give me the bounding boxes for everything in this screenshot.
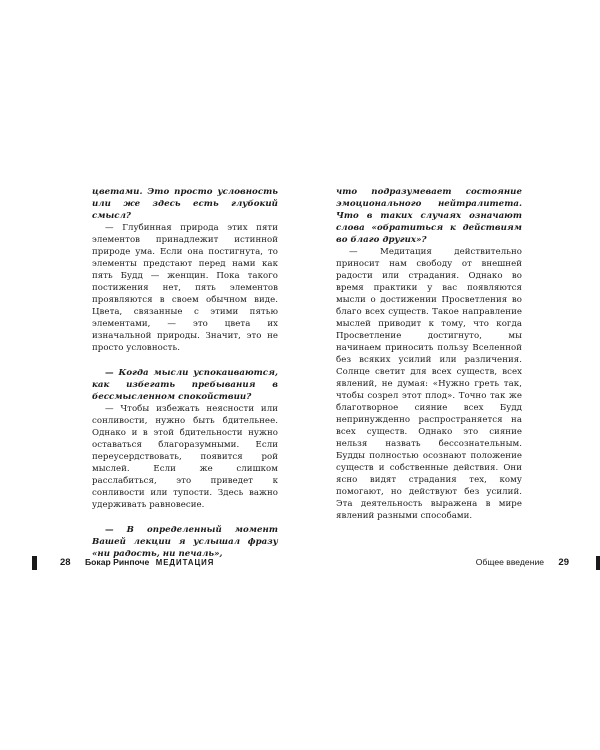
- running-book-title: МЕДИТАЦИЯ: [155, 558, 215, 567]
- answer-paragraph: — Глубинная природа этих пяти элементов принадлежит истинной природе ума. Если она постигнута, то элементы предстают перед нами как пять Будд — женщин. Пока такого постижения нет, пять элементов проявляются в своем обычном виде. Цвета, связанные с этими пятью элементами, — это цвета их изначальной природы. Значит, это не просто условность.: [92, 223, 278, 353]
- question-paragraph: — Когда мысли успокаиваются, как избегать пребывания в бессмысленном спокойствии?: [92, 368, 278, 402]
- running-author: Бокар Ринпоче: [84, 557, 150, 567]
- left-page-text: [92, 186, 278, 560]
- answer-paragraph: — Медитация действительно приносит нам свободу от внешней радости или страдания. Однако во время практики у вас появляются мысли о достижении Просветления во благо всех существ. Такое направление мыслей приводит к тому, что когда Просветление достигнуто, мы начинаем приносить пользу Вселенной без всяких усилий или различения. Солнце светит для всех существ, всех явлений, не думая: «Нужно греть так, чтобы созрел этот плод». Точно так же благотворное сияние всех Будд непринужденно распространяется на всех существ. Однако это сияние нельзя назвать бессознательным. Будды полностью осознают положение существ и собственные действия. Они ясно видят страдания тех, кому помогают, но действуют без усилий. Эта деятельность выражена в мире явлений разными способами.: [336, 247, 522, 521]
- question-paragraph: — В определенный момент Вашей лекции я услышал фразу «ни радость, ни печаль»,: [92, 525, 278, 559]
- answer-paragraph: — Чтобы избежать неясности или сонливости, нужно быть бдительнее. Однако и в этой бдительности нужно оставаться благоразумными. Если переусердствовать, появится рой мыслей. Если же слишком расслабиться, это приведет к сонливости или тупости. Здесь важно удерживать равновесие.: [92, 404, 278, 510]
- right-page-text: [336, 186, 522, 522]
- left-running-footer: [60, 556, 214, 568]
- question-continuation: цветами. Это просто условность или же здесь есть глубокий смысл?: [92, 187, 278, 221]
- running-section-title: Общее введение: [475, 557, 545, 567]
- page-number-left: 28: [60, 557, 71, 568]
- right-thumb-marker: [596, 556, 600, 570]
- left-thumb-marker: [32, 556, 37, 570]
- right-running-footer: [476, 556, 569, 568]
- right-page: [300, 0, 600, 750]
- question-continuation: что подразумевает состояние эмоционального нейтралитета. Что в таких случаях означают слова «обратиться к действиям во благо других»?: [336, 187, 522, 245]
- page-number-right: 29: [558, 557, 569, 568]
